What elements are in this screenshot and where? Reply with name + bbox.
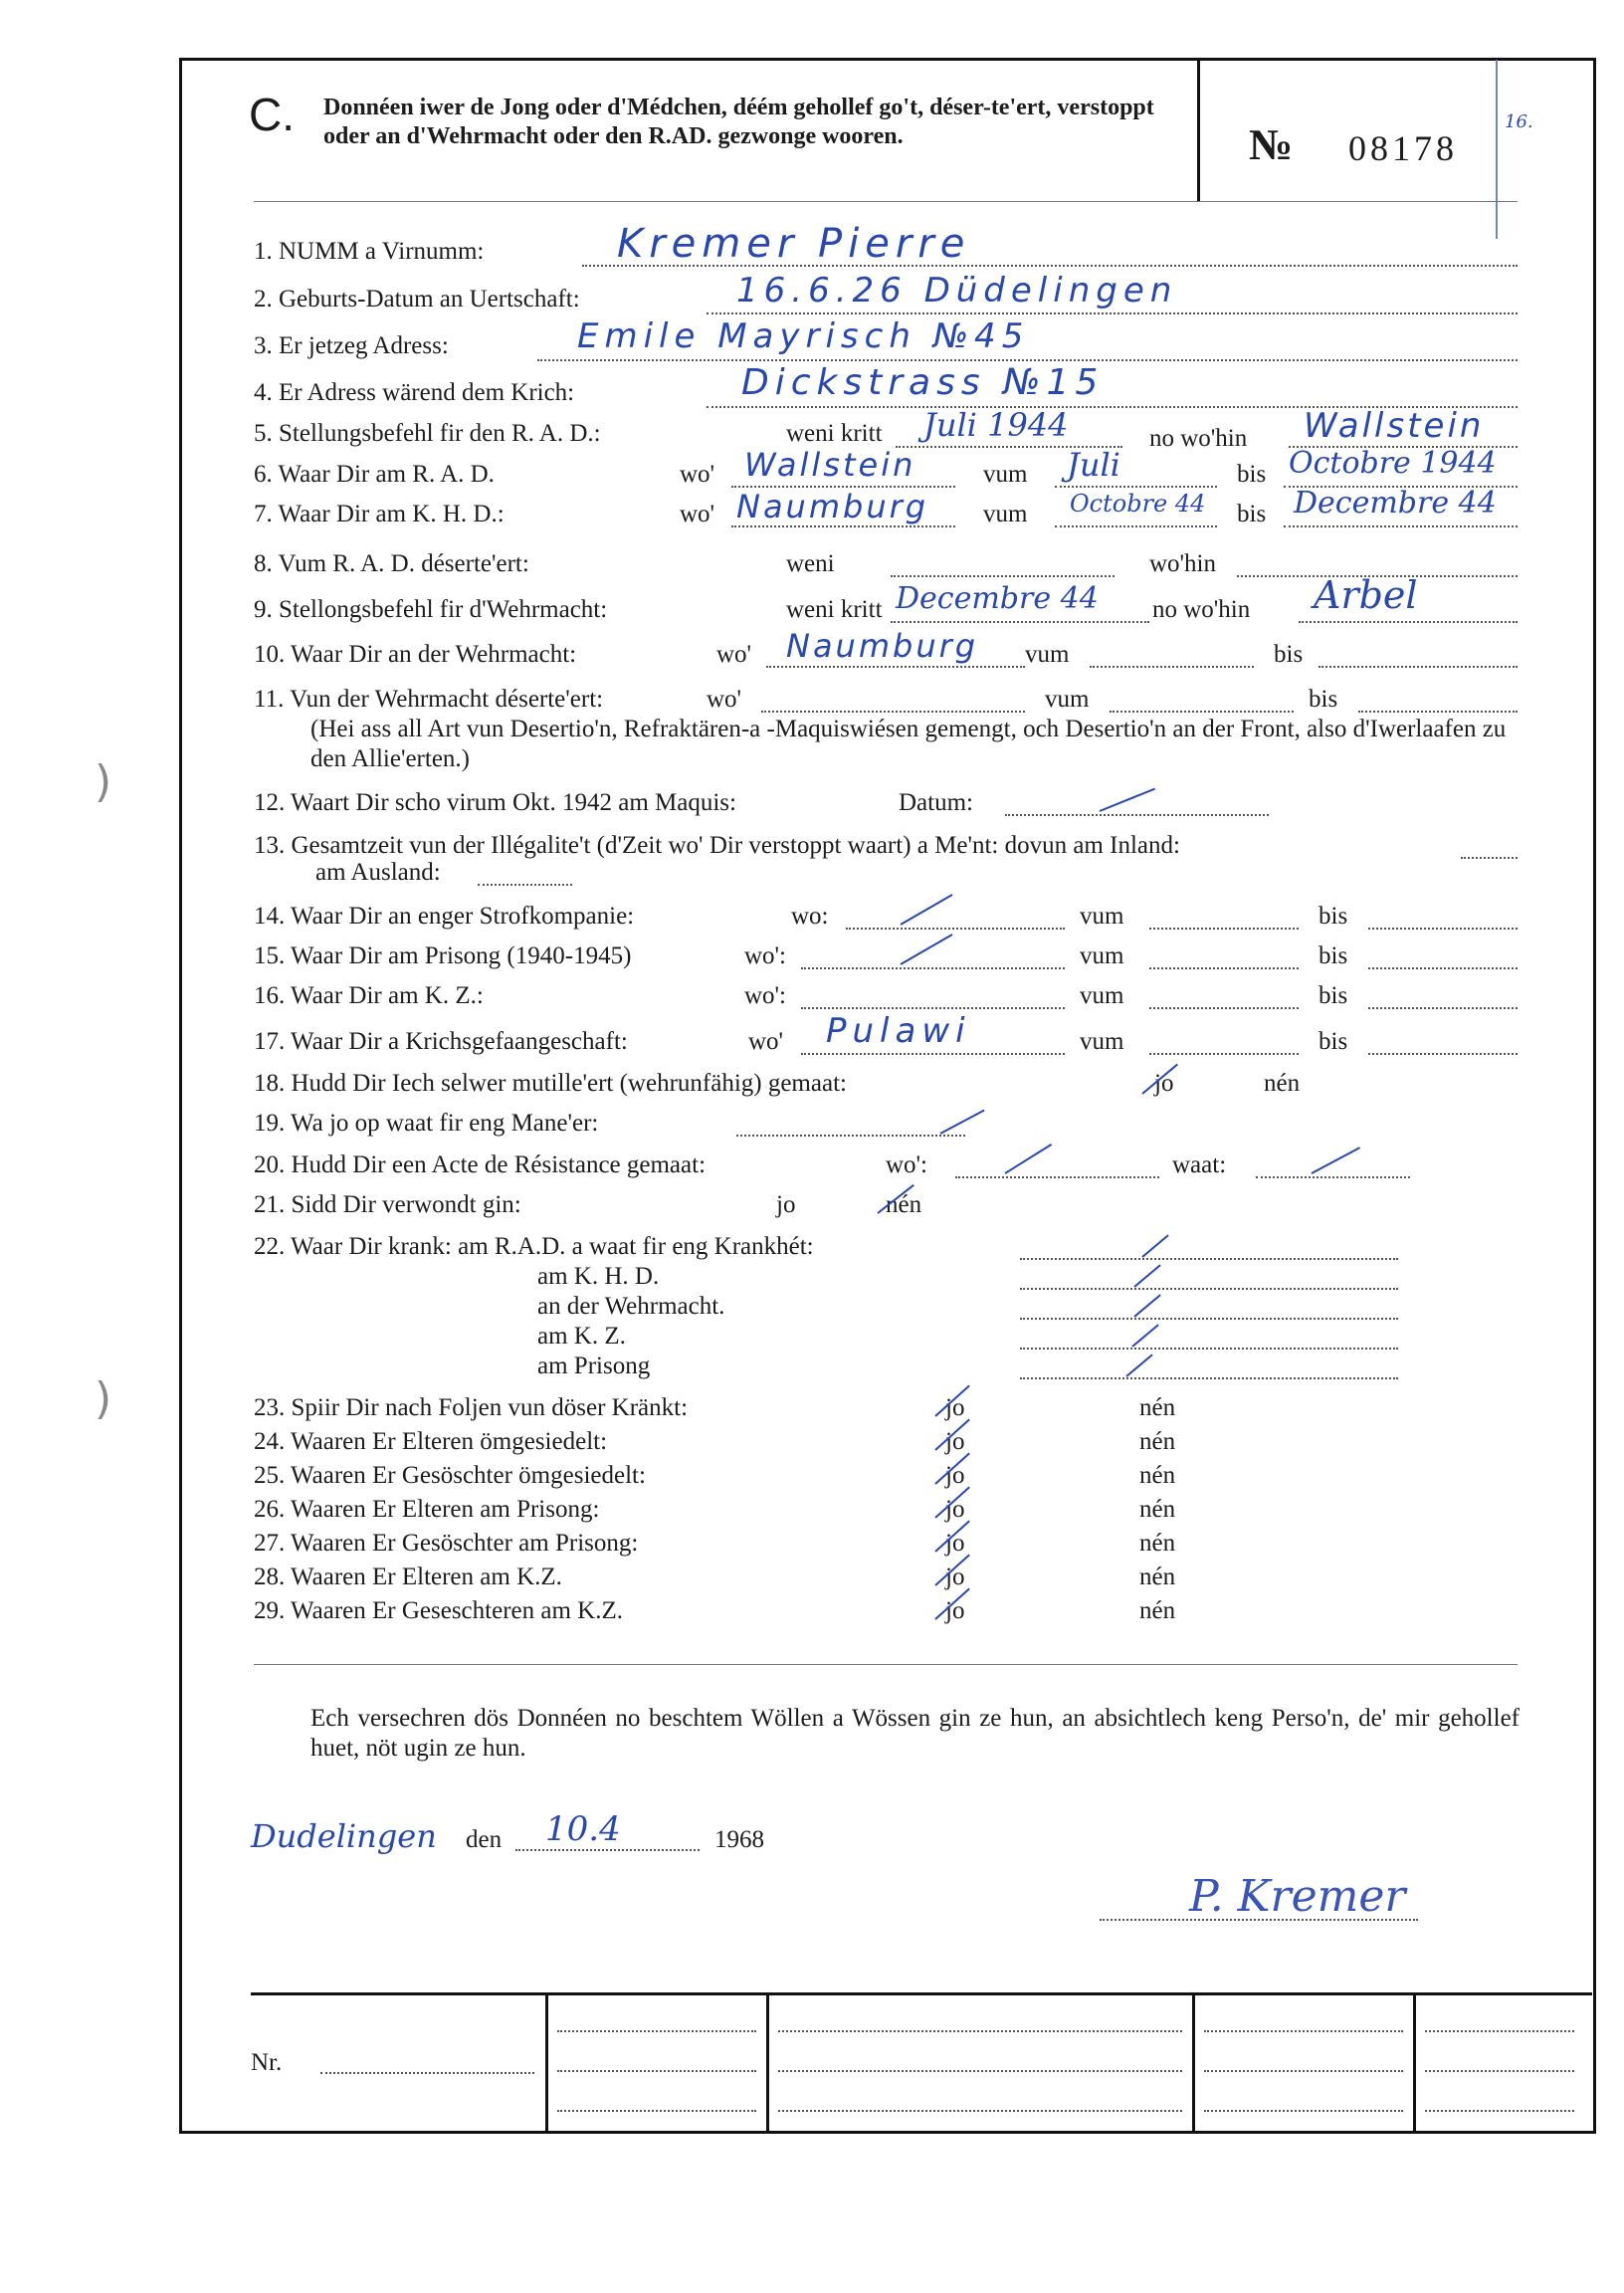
q15-wo: wo': [744,942,787,969]
q11-wo: wo' [707,686,742,713]
declaration-place: Dudelingen [251,1817,437,1855]
q17-wo: wo' [748,1028,784,1055]
margin-note: 16. [1505,111,1533,132]
q15-vum: vum [1080,942,1124,969]
footer-cell-line [557,2070,756,2072]
q25-no: nén [1139,1462,1176,1489]
q17-handwritten-place: Pulawi [826,1011,971,1051]
q29-no: nén [1139,1597,1176,1624]
footer-divider [1413,1992,1416,2132]
q21-yes: jo [776,1191,796,1218]
q16-vum: vum [1080,982,1124,1009]
q8-label: 8. Vum R. A. D. déserte'ert: [254,550,529,577]
q26-label: 26. Waaren Er Elteren am Prisong: [254,1496,600,1523]
q27-label: 27. Waaren Er Gesöschter am Prisong: [254,1530,639,1557]
q4-handwritten-address: Dickstrass №15 [741,362,1105,403]
declaration-date-line [515,1849,700,1851]
q12-label: 12. Waart Dir scho virum Okt. 1942 am Maquis: [254,789,736,816]
q10-label: 10. Waar Dir an der Wehrmacht: [254,641,577,668]
q27-yes: jo [945,1530,965,1557]
q16-vum-line [1149,1007,1299,1009]
q23-label: 23. Spiir Dir nach Foljen vun döser Kränkt: [254,1394,689,1421]
q3-label: 3. Er jetzeg Adress: [254,332,449,359]
q28-label: 28. Waaren Er Elteren am K.Z. [254,1563,562,1590]
q10-wo: wo' [716,641,752,668]
footer-cell-line [1425,2110,1574,2112]
declaration-year: 1968 [714,1826,764,1853]
q12-line [1005,814,1269,816]
q11-bis: bis [1309,686,1338,713]
q18-no: nén [1264,1070,1301,1097]
q9-handwritten-date: Decembre 44 [896,581,1099,616]
q6-vum: vum [983,461,1028,488]
q7-vum-line [1055,525,1217,527]
q7-wo-line [731,525,955,527]
q10-bis: bis [1274,641,1304,668]
footer-cell-line [1204,2070,1403,2072]
q6-handwritten-place: Wallstein [744,446,916,484]
footer-cell-line [1425,2030,1574,2032]
q6-vum-line [1055,486,1217,488]
q16-wo-line [801,1007,1065,1009]
q19-line [736,1135,965,1137]
q11-label: 11. Vun der Wehrmacht déserte'ert: [254,686,604,713]
q9-weni-line [891,621,1149,623]
q11-wo-line [761,711,1025,713]
q9-handwritten-place: Arbel [1314,573,1418,617]
q14-vum-line [1149,928,1299,930]
q9-weni: weni kritt [786,596,883,623]
q15-wo-line [801,967,1065,969]
q10-vum-line [1090,666,1254,668]
q8-weni-line [891,575,1115,577]
q10-vum: vum [1025,641,1070,668]
q11-vum: vum [1045,686,1090,713]
q22-label: 22. Waar Dir krank: am R.A.D. a waat fir eng Krankhét: [254,1233,814,1260]
declaration-separator [254,1664,1518,1665]
footer-cell-line [778,2110,1182,2112]
q13-label: 13. Gesamtzeit vun der Illégalite't (d'Zeit wo' Dir verstoppt waart) a Me'nt: dovun am Inland: [254,832,1180,859]
q29-label: 29. Waaren Er Geseschteren am K.Z. [254,1597,623,1624]
q11-note: (Hei ass all Art vun Desertio'n, Refraktären-a -Maquiswiésen gemengt, och Desertio'n an der Front, also d'Iwerlaafen zu den Allie'erten.) [310,716,1507,772]
header-separator [254,201,1518,202]
q1-handwritten-name: Kremer Pierre [617,221,971,267]
q14-label: 14. Waar Dir an enger Strofkompanie: [254,903,635,930]
q6-handwritten-to: Octobre 1944 [1289,446,1497,481]
q22-khd-line [1020,1288,1398,1290]
q14-vum: vum [1080,903,1124,930]
footer-top-rule [251,1992,1592,1995]
q15-vum-line [1149,967,1299,969]
margin-pen-line [1496,60,1498,239]
q6-label: 6. Waar Dir am R. A. D. [254,461,495,488]
footer-cell-line [778,2070,1182,2072]
q20-wo: wo': [886,1151,928,1178]
q13-ausland: am Ausland: [315,859,441,886]
q5-label: 5. Stellungsbefehl fir den R. A. D.: [254,420,601,447]
q16-label: 16. Waar Dir am K. Z.: [254,982,484,1009]
q7-handwritten-place: Naumburg [736,488,929,525]
q6-handwritten-from: Juli [1067,446,1120,484]
q15-bis: bis [1319,942,1348,969]
q5-handwritten-date: Juli 1944 [923,406,1069,444]
q28-yes: jo [945,1563,965,1590]
q5-wohin: no wo'hin [1149,425,1248,452]
q26-no: nén [1139,1496,1176,1523]
q27-no: nén [1139,1530,1176,1557]
q1-label: 1. NUMM a Virnumm: [254,238,485,265]
q14-wo-line [846,928,1065,930]
footer-nr-line [320,2072,534,2074]
footer-nr-label: Nr. [251,2049,283,2076]
q14-bis: bis [1319,903,1348,930]
signature: P. Kremer [1189,1871,1406,1922]
q7-handwritten-to: Decembre 44 [1294,486,1497,521]
q20-waat-line [1256,1176,1410,1178]
q16-bis: bis [1319,982,1348,1009]
q7-vum: vum [983,501,1028,527]
bottom-rule [179,2131,1593,2134]
q16-wo: wo': [744,982,787,1009]
q13-inland-line [1461,857,1518,859]
q7-bis: bis [1237,501,1267,527]
form-title: Donnéen iwer de Jong oder d'Médchen, déém gehollef go't, déser-te'ert, verstoppt oder an d'Wehrmacht oder den R.AD. gezwonge wooren. [323,95,1154,149]
q24-yes: jo [945,1428,965,1455]
q9-label: 9. Stellongsbefehl fir d'Wehrmacht: [254,596,608,623]
q22-prisong: am Prisong [537,1353,651,1379]
q22-wehrmacht: an der Wehrmacht. [537,1293,725,1320]
footer-divider [1192,1992,1195,2132]
binder-mark: ) [95,756,112,807]
footer-cell-line [1425,2070,1574,2072]
q10-handwritten-place: Naumburg [786,627,979,665]
q22-kz: am K. Z. [537,1323,626,1350]
q14-bis-line [1368,928,1518,930]
footer-cell-line [557,2110,756,2112]
footer-cell-line [1204,2030,1403,2032]
footer-cell-line [1204,2110,1403,2112]
q9-wohin: no wo'hin [1152,596,1251,623]
q28-no: nén [1139,1563,1176,1590]
q7-bis-line [1284,525,1518,527]
declaration-date: 10.4 [545,1809,621,1849]
declaration-den: den [466,1826,503,1853]
q10-bis-line [1319,666,1518,668]
q3-handwritten-address: Emile Mayrisch №45 [577,316,1030,356]
q17-vum-line [1149,1053,1299,1055]
q15-bis-line [1368,967,1518,969]
header-divider [1197,60,1200,201]
q5-handwritten-place: Wallstein [1304,406,1485,446]
q13-ausland-line [478,884,572,886]
q12-datum: Datum: [899,789,973,816]
footer-divider [766,1992,769,2132]
footer-cell-line [778,2030,1182,2032]
q24-label: 24. Waaren Er Elteren ömgesiedelt: [254,1428,608,1455]
q9-wohin-line [1299,621,1518,623]
q20-wo-line [955,1176,1159,1178]
q11-bis-line [1358,711,1518,713]
q6-bis: bis [1237,461,1267,488]
q17-bis-line [1368,1053,1518,1055]
q24-no: nén [1139,1428,1176,1455]
q25-label: 25. Waaren Er Gesöschter ömgesiedelt: [254,1462,646,1489]
section-letter: C. [249,89,295,140]
q7-handwritten-from: Octobre 44 [1070,490,1206,518]
q15-label: 15. Waar Dir am Prisong (1940-1945) [254,942,632,969]
q18-yes: jo [1154,1070,1174,1097]
q18-label: 18. Hudd Dir Iech selwer mutille'ert (wehrunfähig) gemaat: [254,1070,847,1097]
q26-yes: jo [945,1496,965,1523]
q20-waat: waat: [1172,1151,1227,1178]
q21-no: nén [886,1191,922,1218]
q22-prisong-line [1020,1377,1398,1379]
top-rule [179,58,1593,61]
q14-wo: wo: [791,903,829,930]
q16-bis-line [1368,1007,1518,1009]
q19-label: 19. Wa jo op waat fir eng Mane'er: [254,1110,599,1137]
q17-bis: bis [1319,1028,1348,1055]
q17-wo-line [801,1053,1065,1055]
q20-label: 20. Hudd Dir een Acte de Résistance gemaat: [254,1151,707,1178]
q2-label: 2. Geburts-Datum an Uertschaft: [254,286,580,313]
q22-rad-line [1020,1258,1398,1260]
q8-wohin: wo'hin [1149,550,1217,577]
q5-weni: weni kritt [786,420,883,447]
q23-no: nén [1139,1394,1176,1421]
q22-khd: am K. H. D. [537,1263,660,1290]
q6-wo: wo' [680,461,715,488]
declaration-text: Ech versechren dös Donnéen no beschtem Wöllen a Wössen gin ze hun, an absichtlech keng Perso'n, de' mir gehollef huet, nöt ugin ze hun. [310,1705,1520,1762]
number-sign: № [1249,120,1294,169]
footer-cell-line [557,2030,756,2032]
serial-number: 08178 [1348,128,1458,168]
q4-label: 4. Er Adress wärend dem Krich: [254,379,575,406]
q7-label: 7. Waar Dir am K. H. D.: [254,501,505,527]
q23-yes: jo [945,1394,965,1421]
q3-line [537,359,1518,361]
q29-yes: jo [945,1597,965,1624]
q17-vum: vum [1080,1028,1124,1055]
q21-label: 21. Sidd Dir verwondt gin: [254,1191,521,1218]
q22-wehrmacht-line [1020,1318,1398,1320]
q7-wo: wo' [680,501,715,527]
q25-yes: jo [945,1462,965,1489]
q10-wo-line [766,666,1025,668]
q11-vum-line [1110,711,1294,713]
q22-kz-line [1020,1348,1398,1350]
footer-divider [545,1992,548,2132]
q8-weni: weni [786,550,835,577]
q2-handwritten-birth: 16.6.26 Düdelingen [736,271,1178,311]
binder-mark: ) [95,1373,112,1424]
q17-label: 17. Waar Dir a Krichsgefaangeschaft: [254,1028,628,1055]
q2-line [707,313,1518,314]
